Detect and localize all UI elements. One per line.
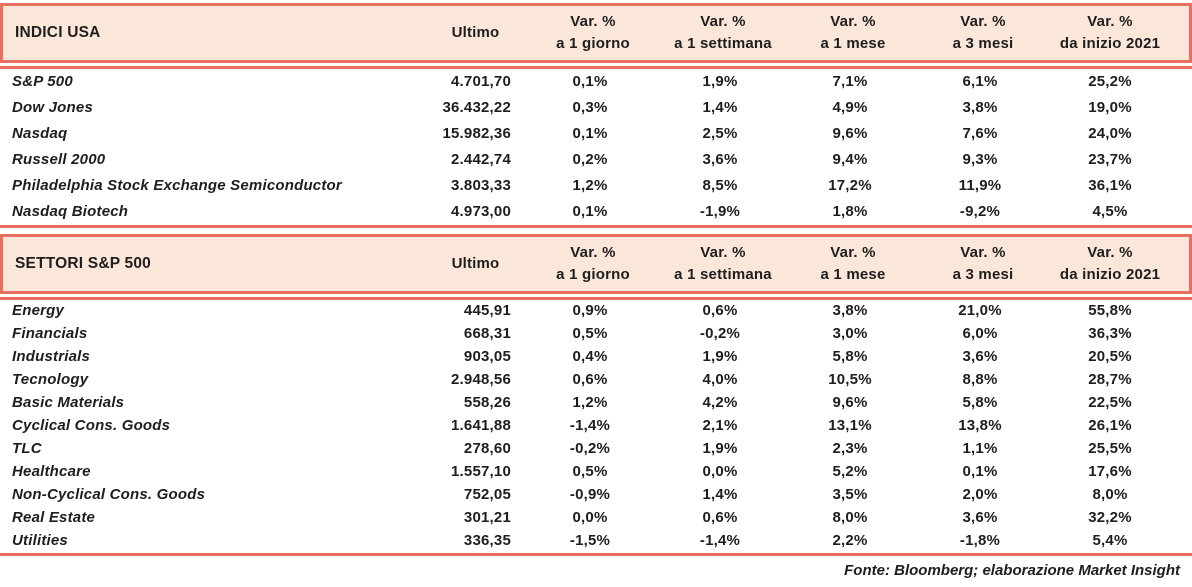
var-label: Var. % — [1087, 243, 1133, 261]
cell-var-3-mesi: 0,1% — [962, 463, 998, 481]
cell-var-1-settimana: 8,5% — [702, 176, 738, 194]
cell-var-da-inizio-2021: 19,0% — [1088, 98, 1132, 116]
cell-var-3-mesi: 1,1% — [962, 440, 998, 458]
row-name: Cyclical Cons. Goods — [12, 417, 171, 435]
cell-ultimo: 36.432,22 — [442, 98, 511, 116]
cell-var-1-mese: 10,5% — [828, 371, 872, 389]
cell-ultimo: 2.442,74 — [451, 150, 511, 168]
cell-var-da-inizio-2021: 24,0% — [1088, 124, 1132, 142]
row-name: Healthcare — [12, 463, 91, 481]
table-row — [0, 173, 1192, 199]
table-row — [0, 199, 1192, 225]
cell-var-da-inizio-2021: 36,1% — [1088, 176, 1132, 194]
cell-var-1-settimana: 0,6% — [702, 302, 738, 320]
table-title: INDICI USA — [15, 24, 101, 42]
column-header-var-settimana — [658, 244, 788, 285]
cell-var-1-giorno: 0,2% — [572, 150, 608, 168]
column-header-ultimo: Ultimo — [451, 254, 500, 272]
period-label: da inizio 2021 — [1059, 265, 1161, 283]
cell-var-3-mesi: 6,0% — [962, 325, 998, 343]
cell-var-1-giorno: 0,0% — [572, 509, 608, 527]
cell-var-da-inizio-2021: 36,3% — [1088, 325, 1132, 343]
table-row — [0, 484, 1192, 507]
cell-var-1-giorno: -1,5% — [569, 532, 611, 550]
cell-var-1-mese: 2,3% — [832, 440, 868, 458]
var-label: Var. % — [960, 12, 1006, 30]
cell-var-1-giorno: 0,9% — [572, 302, 608, 320]
row-name: Russell 2000 — [12, 150, 106, 168]
cell-var-3-mesi: 2,0% — [962, 486, 998, 504]
cell-var-1-giorno: 0,4% — [572, 348, 608, 366]
var-label: Var. % — [700, 12, 746, 30]
indici-usa-table — [0, 3, 1192, 228]
period-label: a 1 settimana — [674, 265, 772, 283]
header-rule — [0, 291, 1192, 300]
table-rows — [0, 69, 1192, 225]
cell-var-1-giorno: 0,6% — [572, 371, 608, 389]
var-label: Var. % — [700, 243, 746, 261]
header-rule — [0, 60, 1192, 69]
table-row — [0, 323, 1192, 346]
cell-var-3-mesi: 3,6% — [962, 509, 998, 527]
row-name: S&P 500 — [12, 72, 73, 90]
cell-var-3-mesi: 6,1% — [962, 72, 998, 90]
cell-var-1-giorno: -0,2% — [569, 440, 611, 458]
row-name: Basic Materials — [12, 394, 125, 412]
source-note: Fonte: Bloomberg; elaborazione Market Insight — [844, 562, 1180, 579]
cell-var-1-mese: 1,8% — [832, 202, 868, 220]
cell-var-1-settimana: 2,5% — [702, 124, 738, 142]
table-row — [0, 438, 1192, 461]
cell-var-3-mesi: 3,6% — [962, 348, 998, 366]
cell-var-da-inizio-2021: 17,6% — [1088, 463, 1132, 481]
column-header-var-inizio-2021 — [1048, 13, 1189, 54]
cell-var-1-settimana: 4,2% — [702, 394, 738, 412]
cell-ultimo: 278,60 — [463, 440, 511, 458]
row-name: TLC — [12, 440, 42, 458]
row-name: Nasdaq — [12, 124, 68, 142]
cell-var-1-settimana: 0,0% — [702, 463, 738, 481]
table-bottom-rule — [0, 553, 1192, 556]
table-row — [0, 530, 1192, 553]
row-name: Dow Jones — [12, 98, 93, 116]
cell-var-1-mese: 13,1% — [828, 417, 872, 435]
cell-var-3-mesi: -1,8% — [959, 532, 1001, 550]
cell-var-da-inizio-2021: 22,5% — [1088, 394, 1132, 412]
cell-ultimo: 668,31 — [463, 325, 511, 343]
cell-var-1-settimana: 1,9% — [702, 348, 738, 366]
var-label: Var. % — [570, 12, 616, 30]
table-row — [0, 415, 1192, 438]
period-label: da inizio 2021 — [1059, 34, 1161, 52]
cell-var-3-mesi: 9,3% — [962, 150, 998, 168]
table-header — [0, 234, 1192, 291]
period-label: a 3 mesi — [952, 265, 1014, 283]
cell-var-1-settimana: -1,4% — [699, 532, 741, 550]
table-row — [0, 392, 1192, 415]
cell-var-da-inizio-2021: 28,7% — [1088, 371, 1132, 389]
cell-var-1-settimana: 1,4% — [702, 98, 738, 116]
cell-var-1-settimana: 3,6% — [702, 150, 738, 168]
cell-var-da-inizio-2021: 23,7% — [1088, 150, 1132, 168]
period-label: a 1 giorno — [556, 34, 630, 52]
column-header-ultimo: Ultimo — [451, 23, 500, 41]
period-label: a 3 mesi — [952, 34, 1014, 52]
cell-var-1-mese: 3,5% — [832, 486, 868, 504]
row-name: Real Estate — [12, 509, 96, 527]
table-title: SETTORI S&P 500 — [15, 255, 151, 273]
cell-var-3-mesi: 3,8% — [962, 98, 998, 116]
cell-var-1-giorno: -0,9% — [569, 486, 611, 504]
cell-var-3-mesi: 5,8% — [962, 394, 998, 412]
var-label: Var. % — [830, 12, 876, 30]
row-name: Nasdaq Biotech — [12, 202, 129, 220]
cell-var-da-inizio-2021: 25,5% — [1088, 440, 1132, 458]
column-header-var-giorno — [528, 13, 658, 54]
cell-var-1-mese: 9,6% — [832, 394, 868, 412]
cell-var-1-giorno: 0,5% — [572, 463, 608, 481]
cell-var-da-inizio-2021: 4,5% — [1092, 202, 1128, 220]
cell-ultimo: 903,05 — [463, 348, 511, 366]
var-label: Var. % — [1087, 12, 1133, 30]
cell-ultimo: 752,05 — [463, 486, 511, 504]
table-rows — [0, 300, 1192, 553]
cell-ultimo: 301,21 — [463, 509, 511, 527]
table-row — [0, 121, 1192, 147]
table-row — [0, 69, 1192, 95]
row-name: Philadelphia Stock Exchange Semiconductor — [12, 176, 342, 194]
column-header-var-inizio-2021 — [1048, 244, 1189, 285]
column-header-var-3-mesi — [918, 13, 1048, 54]
var-label: Var. % — [570, 243, 616, 261]
table-row — [0, 300, 1192, 323]
cell-var-1-giorno: 0,1% — [572, 72, 608, 90]
cell-var-1-mese: 8,0% — [832, 509, 868, 527]
cell-var-1-settimana: -1,9% — [699, 202, 741, 220]
column-header-var-settimana — [658, 13, 788, 54]
cell-var-1-settimana: 0,6% — [702, 509, 738, 527]
table-row — [0, 95, 1192, 121]
cell-ultimo: 2.948,56 — [451, 371, 511, 389]
cell-var-1-settimana: 1,9% — [702, 440, 738, 458]
cell-var-da-inizio-2021: 32,2% — [1088, 509, 1132, 527]
cell-var-1-giorno: 0,1% — [572, 202, 608, 220]
period-label: a 1 mese — [820, 34, 886, 52]
column-header-var-3-mesi — [918, 244, 1048, 285]
table-header — [0, 3, 1192, 60]
cell-ultimo: 3.803,33 — [451, 176, 511, 194]
cell-var-3-mesi: 7,6% — [962, 124, 998, 142]
cell-var-3-mesi: 8,8% — [962, 371, 998, 389]
cell-var-1-mese: 3,0% — [832, 325, 868, 343]
row-name: Energy — [12, 302, 65, 320]
var-label: Var. % — [960, 243, 1006, 261]
cell-var-1-mese: 9,4% — [832, 150, 868, 168]
cell-var-1-mese: 7,1% — [832, 72, 868, 90]
cell-var-da-inizio-2021: 55,8% — [1088, 302, 1132, 320]
cell-var-1-giorno: 0,1% — [572, 124, 608, 142]
cell-ultimo: 558,26 — [463, 394, 511, 412]
cell-ultimo: 4.973,00 — [451, 202, 511, 220]
cell-var-da-inizio-2021: 25,2% — [1088, 72, 1132, 90]
cell-var-1-mese: 5,2% — [832, 463, 868, 481]
table-row — [0, 346, 1192, 369]
cell-var-da-inizio-2021: 26,1% — [1088, 417, 1132, 435]
cell-var-1-settimana: -0,2% — [699, 325, 741, 343]
column-header-var-mese — [788, 13, 918, 54]
cell-var-1-giorno: 0,5% — [572, 325, 608, 343]
cell-var-3-mesi: 11,9% — [958, 176, 1002, 194]
period-label: a 1 settimana — [674, 34, 772, 52]
cell-var-3-mesi: 13,8% — [958, 417, 1002, 435]
cell-var-3-mesi: -9,2% — [959, 202, 1001, 220]
period-label: a 1 giorno — [556, 265, 630, 283]
cell-var-1-settimana: 2,1% — [702, 417, 738, 435]
row-name: Utilities — [12, 532, 68, 550]
var-label: Var. % — [830, 243, 876, 261]
table-row — [0, 507, 1192, 530]
cell-ultimo: 1.641,88 — [451, 417, 511, 435]
cell-var-1-giorno: -1,4% — [569, 417, 611, 435]
table-row — [0, 369, 1192, 392]
cell-var-1-settimana: 1,9% — [702, 72, 738, 90]
cell-var-da-inizio-2021: 20,5% — [1088, 348, 1132, 366]
cell-ultimo: 15.982,36 — [442, 124, 511, 142]
cell-var-1-mese: 17,2% — [828, 176, 872, 194]
cell-var-1-giorno: 0,3% — [572, 98, 608, 116]
cell-var-1-giorno: 1,2% — [572, 394, 608, 412]
table-row — [0, 461, 1192, 484]
cell-var-3-mesi: 21,0% — [958, 302, 1002, 320]
settori-sp500-table — [0, 234, 1192, 556]
cell-ultimo: 445,91 — [463, 302, 511, 320]
cell-var-1-mese: 9,6% — [832, 124, 868, 142]
cell-ultimo: 336,35 — [463, 532, 511, 550]
column-header-var-giorno — [528, 244, 658, 285]
row-name: Non-Cyclical Cons. Goods — [12, 486, 206, 504]
cell-var-1-settimana: 1,4% — [702, 486, 738, 504]
cell-var-1-mese: 4,9% — [832, 98, 868, 116]
row-name: Industrials — [12, 348, 91, 366]
cell-ultimo: 1.557,10 — [451, 463, 511, 481]
cell-var-1-giorno: 1,2% — [572, 176, 608, 194]
cell-var-da-inizio-2021: 8,0% — [1092, 486, 1128, 504]
cell-ultimo: 4.701,70 — [451, 72, 511, 90]
row-name: Financials — [12, 325, 88, 343]
row-name: Tecnology — [12, 371, 89, 389]
cell-var-1-mese: 2,2% — [832, 532, 868, 550]
cell-var-1-mese: 5,8% — [832, 348, 868, 366]
column-header-var-mese — [788, 244, 918, 285]
cell-var-da-inizio-2021: 5,4% — [1092, 532, 1128, 550]
cell-var-1-mese: 3,8% — [832, 302, 868, 320]
table-row — [0, 147, 1192, 173]
period-label: a 1 mese — [820, 265, 886, 283]
cell-var-1-settimana: 4,0% — [702, 371, 738, 389]
